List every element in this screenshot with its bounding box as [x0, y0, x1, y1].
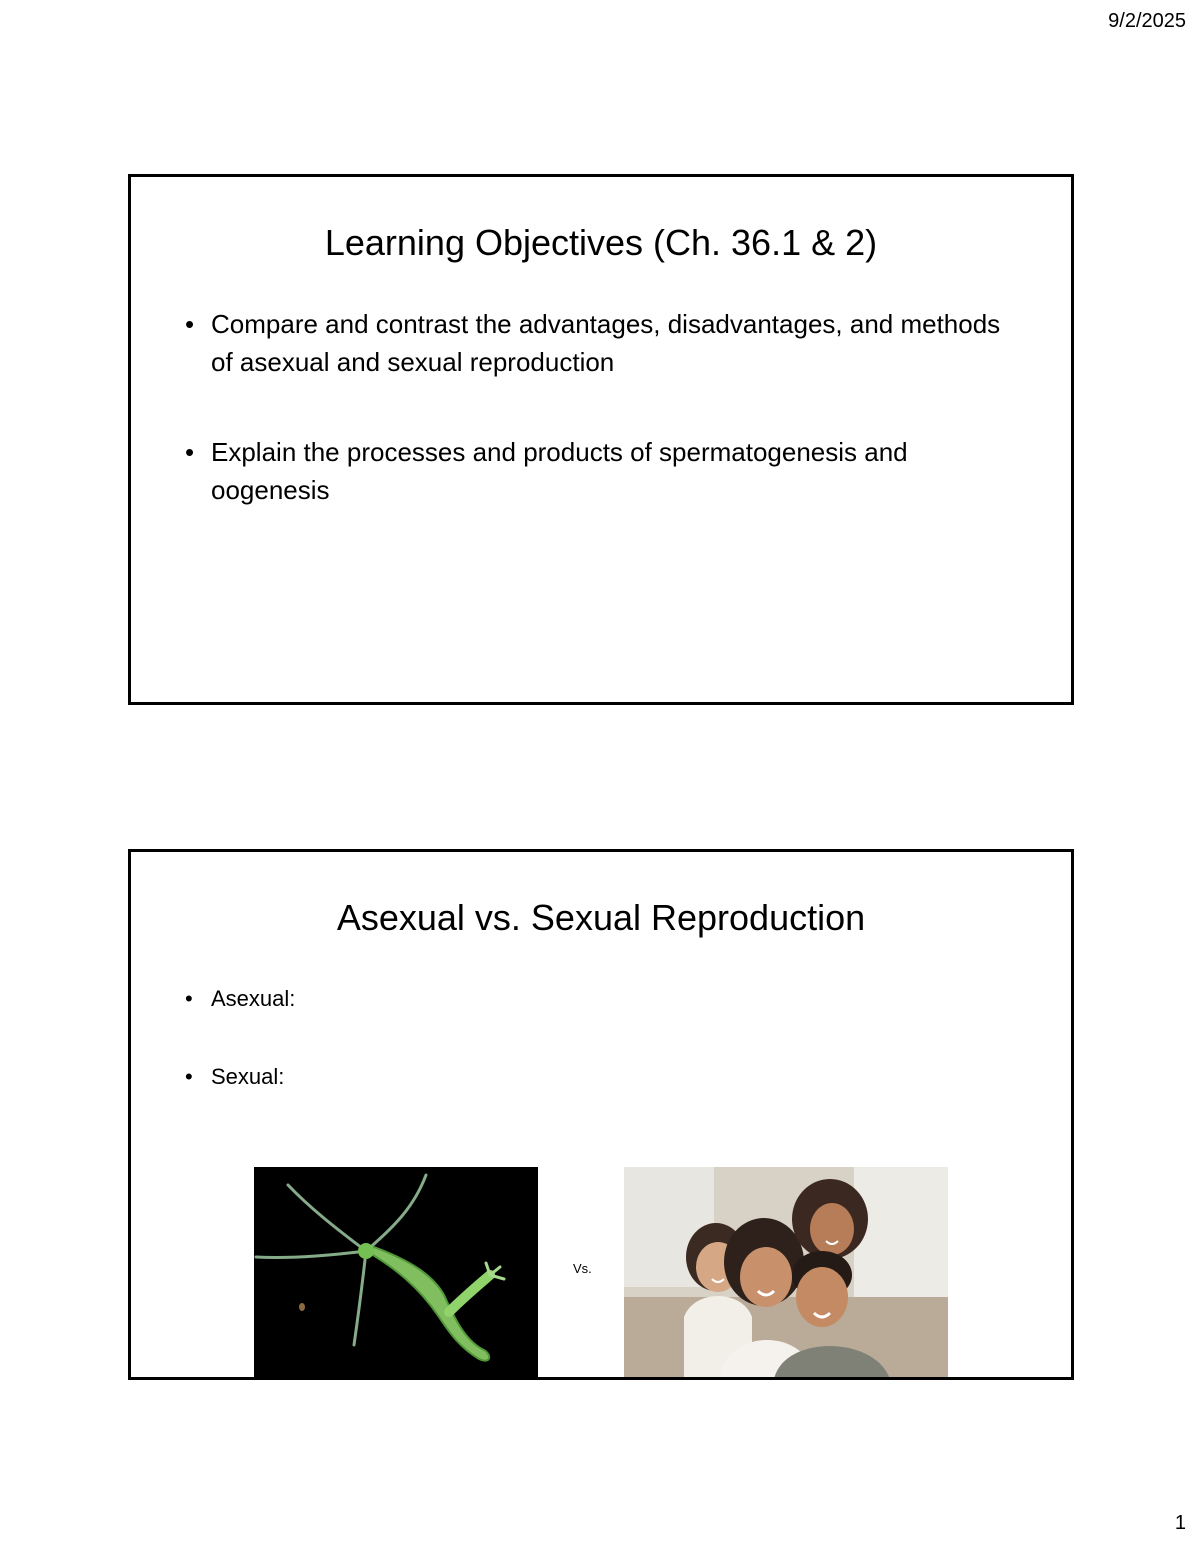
- bullet-item: [183, 1058, 1011, 1096]
- page-number: 1: [1174, 1512, 1186, 1534]
- bullet-text: Compare and contrast the advantages, disadvantages, and methods of asexual and sexual reproduction: [211, 309, 1001, 377]
- bullet-list: [183, 305, 1011, 561]
- vs-label: Vs.: [573, 1261, 592, 1276]
- bullet-item: [183, 433, 1011, 509]
- hydra-image: [254, 1167, 538, 1379]
- family-illustration: [624, 1167, 948, 1379]
- family-image: [624, 1167, 948, 1379]
- page-date: 9/2/2025: [1108, 10, 1186, 32]
- bullet-icon: •: [185, 1064, 193, 1089]
- bullet-icon: •: [185, 986, 193, 1011]
- slide-title: Asexual vs. Sexual Reproduction: [336, 897, 866, 938]
- bullet-text: Sexual:: [211, 1064, 285, 1089]
- slide-asexual-vs-sexual: [128, 849, 1074, 1380]
- bullet-text: Asexual:: [211, 986, 296, 1011]
- bullet-item: [183, 980, 1011, 1018]
- slide-learning-objectives: [128, 174, 1074, 705]
- bullet-item: [183, 305, 1011, 381]
- bullet-icon: •: [185, 309, 195, 339]
- slide-title: Learning Objectives (Ch. 36.1 & 2): [324, 222, 878, 263]
- bullet-list: [183, 980, 1011, 1136]
- bullet-text: Explain the processes and products of spermatogenesis and oogenesis: [211, 437, 908, 505]
- bullet-icon: •: [185, 437, 195, 467]
- hydra-illustration: [254, 1167, 538, 1379]
